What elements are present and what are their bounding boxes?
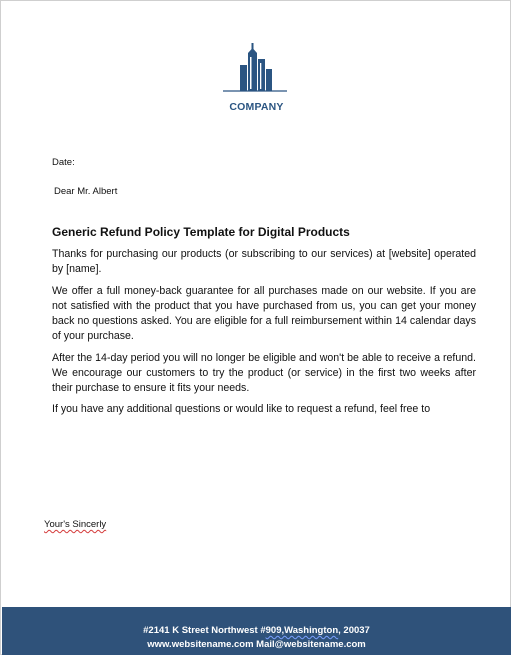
paragraph: We offer a full money-back guarantee for all purchases made on our website. If you are not satisfied with the product that you have purchased from us, you can get your money back no questions asked. You are eligible for a full reimbursement within 14 calendar days of your purchase. (52, 284, 476, 342)
footer-contact: www.websitename.com Mail@websitename.com (147, 639, 366, 650)
date-label: Date: (52, 157, 75, 168)
footer-address (2, 625, 511, 636)
paragraph: If you have any additional questions or would like to request a refund, feel free to (52, 403, 431, 416)
address-prefix: #2141 K Street Northwest # (143, 625, 266, 636)
document-title: Generic Refund Policy Template for Digital Products (52, 225, 350, 239)
closing-signoff: Your's Sincerly (44, 519, 107, 530)
company-name: COMPANY (229, 101, 284, 113)
address-flagged: 909,Washington (265, 625, 339, 636)
address-suffix: , 20037 (338, 625, 370, 636)
footer-bar (2, 607, 511, 655)
letter-body (52, 247, 476, 424)
paragraph: Thanks for purchasing our products (or subscribing to our services) at [website] operated by [name]. (52, 248, 476, 276)
city-buildings-icon (223, 39, 287, 95)
salutation: Dear Mr. Albert (54, 186, 118, 197)
paragraph: After the 14-day period you will no longer be eligible and won't be able to receive a refund. We encourage our customers to try the product (or service) in the first two weeks after their purchase to ensure it fits your needs. (52, 351, 476, 394)
